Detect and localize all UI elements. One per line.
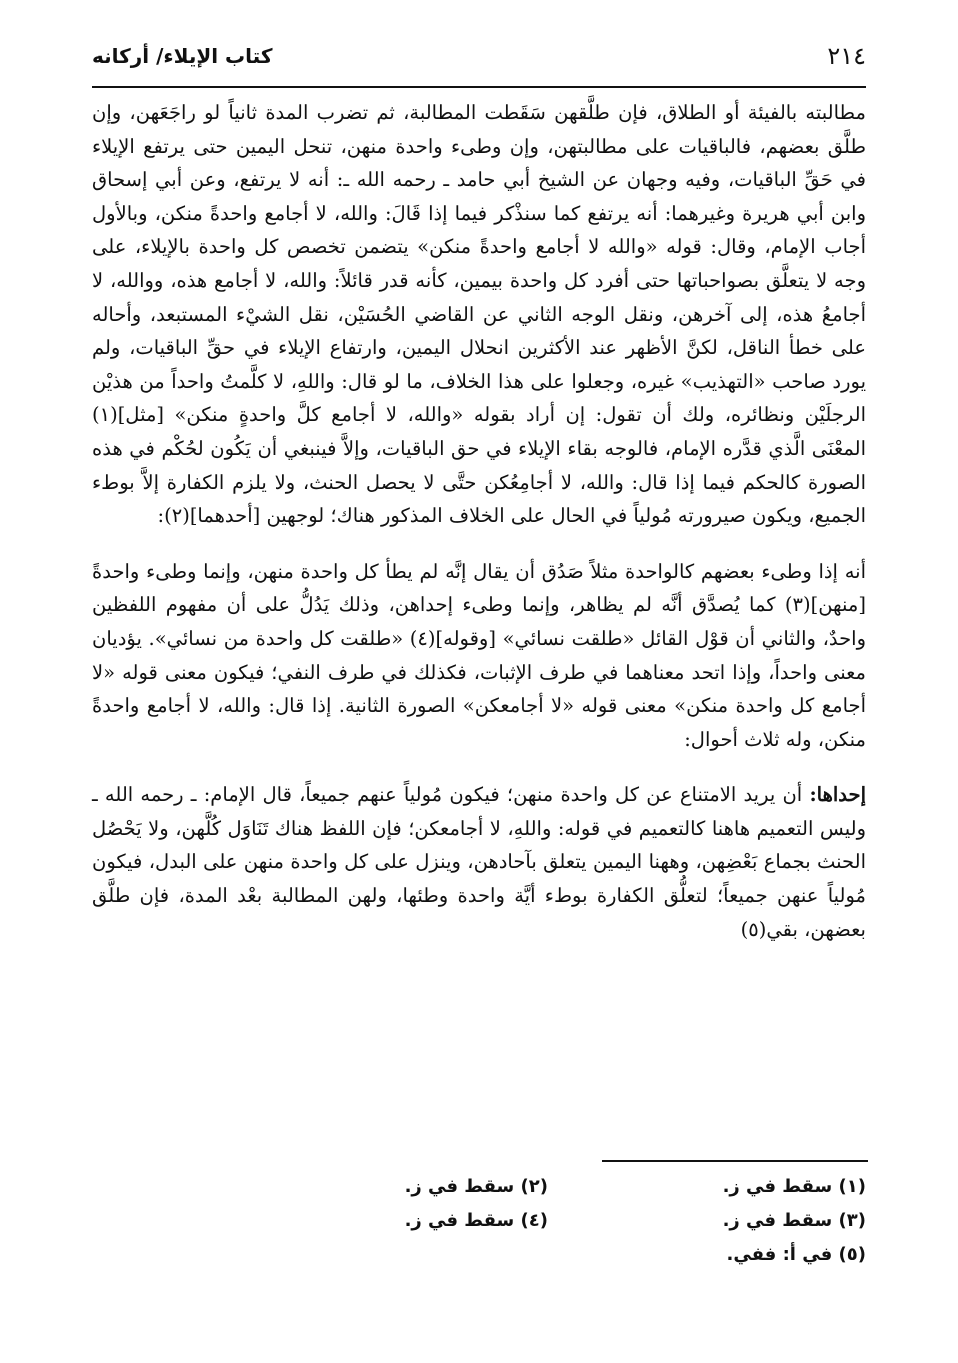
footnotes <box>230 1170 866 1272</box>
footnote <box>548 1204 866 1238</box>
paragraph-text: مطالبته بالفيئة أو الطلاق، فإن طلَّقهن سَقَطت المطالبة، ثم تضرب المدة ثانياً لو راجَعَهن، وإن طلَّق بعضهم، فالباقيات على مطالبتهن، وإن وطىء واحدة منهن، تنحل اليمين حتى يرتفع الإيلاء في حَقِّ الباقيات، وفيه وجهان عن الشيخ أبي حامد ـ رحمه الله ـ: أنه لا يرتفع، وعن أبي إسحاق وابن أبي هريرة وغيرهما: أنه يرتفع كما سنذْكر فيما إذا قَالَ: والله، لا أجامع واحدةً منكن، وبالأول أجاب الإمام، وقال: قوله «والله لا أجامع واحدةً منكن» يتضمن تخصص كل واحدة بالإيلاء، على وجه لا يتعلَّق بصواحباتها حتى أفرد كل واحدة بيمين، كأنه قدر قائلاً: والله، لا أجامع هذه، ووالله، لا أجامعُ هذه، إلى آخرهن، ونقل الوجه الثاني عن القاضي الحُسَيْن، نقل الشيْء المستبعد، وأحاله على خطأ الناقل، لكنَّ الأظهر عند الأكثرين انحلال اليمين، وارتفاع الإيلاء في حقِّ الباقيات، ولم يورد صاحب «التهذيب» غيره، وجعلوا على هذا الخلاف، ما لو قال: واللهِ، لا كلَّمتُ واحداً من هذيْن الرجلَيْن ونظائره، ولك أن تقول: إن أراد بقوله «والله، لا أجامع كلَّ واحدةٍ منكن» [مثل](١) المعْنَى الَّذي قدَّره الإمام، فالوجه بقاء الإيلاء في حق الباقيات، وإلاَّ فينبغي أن يَكُون لحُكْم في هذه الصورة كالحكم فيما إذا قال: والله، لا أجامِعُكن حتَّى لا يحصل الحنث، ولا يلزم الكفارة إلاَّ بوطء الجميع، ويكون صيرورته مُولياً في الحال على الخلاف المذكور هناك؛ لوجهين [أحدهما](٢): <box>92 101 866 528</box>
paragraph-text: أن يريد الامتناع عن كل واحدة منهن؛ فيكون مُولياً عنهم جميعاً، قال الإمام: ـ رحمه الله ـ وليس التعميم هاهنا كالتعميم في قوله: واللهِ، لا أجامعكن؛ فإن اللفظ هناك تَنَاوَل كُلَّهن، ولا يَحْصُل الحنث بجماع بَعْضِهن، وههنا اليمين يتعلق بآحادهن، وينزل على كل واحدة منهن على البدل، فيكون مُولياً عنهن جميعاً؛ لتعلُّق الكفارة بوطء أيَّة واحدة وطئها، ولهن المطالبة بعْد المدة، فإن طلَّق بعضهن، بقي(٥) <box>92 783 866 941</box>
page-header <box>92 40 866 80</box>
footnote-text: سقط في ز. <box>722 1176 833 1197</box>
footnote <box>230 1204 548 1238</box>
paragraph <box>92 555 866 757</box>
page-number: ٢١٤ <box>827 42 866 70</box>
paragraph-lead: إحداها: <box>809 783 866 807</box>
body-text <box>92 96 866 946</box>
footnote-text: سقط في ز. <box>722 1210 833 1231</box>
footnote-rule <box>602 1160 868 1162</box>
footnote-text: سقط في ز. <box>404 1210 515 1231</box>
footnote-number: (٣) <box>838 1210 866 1231</box>
footnote-number: (٢) <box>520 1176 548 1197</box>
paragraph-text: أنه إذا وطىء بعضهم كالواحدة مثلاً صَدُق أن يقال إنَّه لم يطأ كل واحدة منهن، وإنما وطىء واحدةً [منهن](٣) كما يُصدَّق أنَّه لم يظاهر، وإنما وطىء إحداهن، وذلك يَدُلُّ على أن مفهوم اللفظين واحدٌ، والثاني أن قوْل القائل «طلقت نسائي» [وقوله](٤) «طلقت كل واحدة من نسائي». يؤديان معنى واحداً، وإذا اتحد معناهما في طرف الإثبات، فكذلك في طرف النفي؛ فيكون معنى قوله «لا أجامع كل واحدة منكن» معنى قوله «لا أجامعكن» الصورة الثانية. إذا قال: والله، لا أجامع واحدةً منكن، وله ثلاث أحوال: <box>92 559 866 751</box>
footnote-row <box>230 1238 866 1272</box>
paragraph <box>92 96 866 533</box>
footnote-text: في أ: ففي. <box>726 1244 833 1265</box>
footnote <box>548 1170 866 1204</box>
paragraph <box>92 778 866 946</box>
footnote <box>546 1238 866 1272</box>
footnote <box>230 1170 548 1204</box>
footnote-row <box>230 1204 866 1238</box>
footnote-text: سقط في ز. <box>404 1176 515 1197</box>
running-title: كتاب الإيلاء/ أركانه <box>92 44 273 68</box>
footnote-number: (٤) <box>520 1210 548 1231</box>
footnote-number: (٥) <box>838 1244 866 1265</box>
footnote-row <box>230 1170 866 1204</box>
footnote-number: (١) <box>838 1176 866 1197</box>
header-rule <box>92 86 866 88</box>
